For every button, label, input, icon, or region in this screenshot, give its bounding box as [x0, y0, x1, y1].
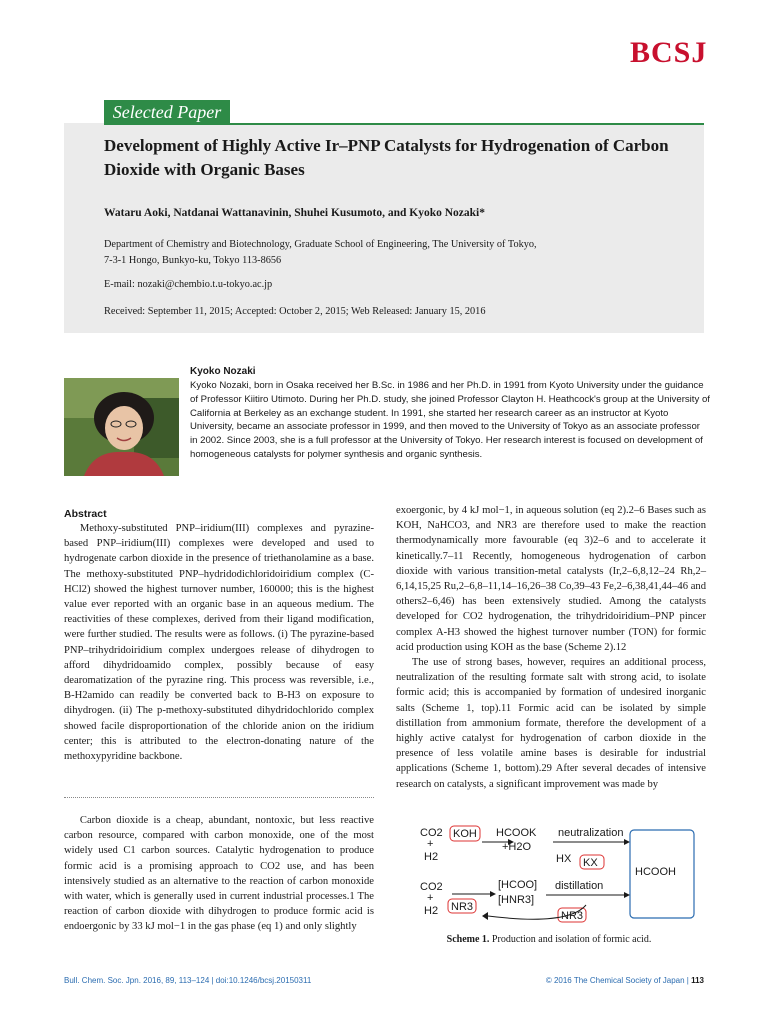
footer-copyright-text: © 2016 The Chemical Society of Japan |: [545, 976, 689, 985]
scheme-hcoo: [HCOO]: [498, 879, 538, 891]
scheme-kx: KX: [583, 857, 598, 869]
bio-text: Kyoko Nozaki, born in Osaka received her B.Sc. in 1986 and her Ph.D. in 1991 from Kyoto University under the guidance of Professor Kiitiro Utimoto. During her Ph.D. study, she joined Professor Clayton H. Heathcock's group at the University of California at Berkeley as an exchange student. In 1991, she started her research career as an instructor at Kyoto University, became an associate professor in 1999, and then moved to the University of Tokyo as an associate professor in 2002. Since 2003, she is a full professor at the University of Tokyo. Her research interest is focused on development of homogeneous catalysts for polymer synthesis and organic synthesis.: [190, 380, 710, 460]
footer-citation[interactable]: Bull. Chem. Soc. Jpn. 2016, 89, 113–124 | doi:10.1246/bcsj.20150311: [64, 976, 312, 985]
right-column: [396, 503, 706, 792]
scheme-neutralization: neutralization: [558, 827, 624, 839]
scheme-hcook: HCOOK: [496, 827, 537, 839]
arrowhead-bottom-2: [624, 892, 630, 898]
intro-body: [64, 813, 374, 935]
journal-logo: [630, 36, 728, 72]
scheme-caption: [394, 934, 704, 945]
arrowhead-bottom-1: [490, 891, 496, 897]
selected-paper-badge: Selected Paper: [104, 100, 230, 124]
bio-name: Kyoko Nozaki: [190, 366, 256, 377]
article-dates: Received: September 11, 2015; Accepted: October 2, 2015; Web Released: January 15, 2016: [104, 306, 486, 317]
scheme-h2o: +H2O: [502, 841, 532, 853]
right-paragraph-1: exoergonic, by 4 kJ mol−1, in aqueous solution (eq 2).2–6 Bases such as KOH, NaHCO3, and NR3 are therefore used to make the reaction thermodynamically more favourable (eq 3)2–6 and to accelerate it kinetically.7–11 Recently, homogeneous hydrogenation of carbon dioxide with various transition-metal catalysts (Ir,2–6,8,12–24 Rh,2–6,14,15,25 Ru,2–6,8–11,14–16,26–38 Co,39–43 Fe,2–6,38,41,44–46 and others2–6,46) has been extensively studied. Among the catalysts developed for CO2 hydrogenation, the trihydridoiridium–PNP pincer complex A-H3 showed the highest turnover number (TON) for formic acid production using KOH as the base (Scheme 2).12: [396, 505, 706, 653]
page-number: 113: [691, 976, 704, 985]
scheme-1-diagram: [418, 822, 708, 932]
intro-paragraph: Carbon dioxide is a cheap, abundant, nontoxic, but less reactive carbon resource, compared with carbon monoxide, one of the most widely used C1 carbon sources. Catalytic hydrogenation to produce formic acid is a promising approach to CO2 use, and has been intensively studied as an alternative to the reaction of carbon monoxide with water, which is generally used in current industrial processes.1 The reaction of carbon dioxide with dihydrogen to produce formic acid is endoergonic by 33 kJ mol−1 in the gas phase (eq 1) and only slightly: [64, 815, 374, 933]
scheme-nr3-right: NR3: [561, 910, 584, 922]
scheme-hcooh: HCOOH: [635, 866, 676, 878]
email[interactable]: E-mail: nozaki@chembio.t.u-tokyo.ac.jp: [104, 279, 273, 290]
scheme-co2-bottom: CO2: [420, 881, 443, 893]
abstract-body: [64, 521, 374, 764]
scheme-hx: HX: [556, 853, 572, 865]
scheme-koh: KOH: [453, 828, 477, 840]
right-paragraph-2: The use of strong bases, however, requires an additional process, neutralization of the resulting formate salt with strong acid, to isolate formic acid; this is accompanied by formation of undesired inorganic salts (Scheme 1, top).11 Formic acid can be isolated by simple distillation from ammonium formate, therefore the development of a highly active catalyst for hydrogenation of carbon dioxide in the presence of less volatile amine bases is desirable for industrial applications (Scheme 1, bottom).29 After several decades of intensive research on catalysts, a significant improvement was made by: [396, 657, 706, 790]
author-list: Wataru Aoki, Natdanai Wattanavinin, Shuhei Kusumoto, and Kyoko Nozaki*: [104, 207, 485, 219]
abstract-heading: Abstract: [64, 508, 107, 520]
scheme-plus-top: +: [427, 838, 434, 850]
arrowhead-top-2: [624, 839, 630, 845]
caption-text: Production and isolation of formic acid.: [491, 934, 652, 945]
scheme-co2-top: CO2: [420, 827, 443, 839]
scheme-hnr3: [HNR3]: [498, 894, 535, 906]
section-divider: [64, 797, 374, 798]
affiliation-line1: Department of Chemistry and Biotechnology, Graduate School of Engineering, The University of Tokyo,: [104, 239, 537, 250]
author-photo: [64, 378, 179, 476]
scheme-h2-top: H2: [424, 851, 439, 863]
recycle-arrowhead: [482, 912, 488, 920]
abstract-paragraph: Methoxy-substituted PNP–iridium(III) complexes and pyrazine-based PNP–iridium(III) complexes were developed and used to hydrogenate carbon dioxide in the presence of triethanolamine as a base. The methoxy-substituted PNP–hydridodichloridoiridium complex (C-HCl2) showed the highest turnover number, 160000; this is the highest value ever reported with an organic base in an aqueous medium. The reactivities of these complexes, derived from their ligand modification, were further studied. The results were as follows. (i) The pyrazine-based PNP–trihydridoiridium complex undergoes release of dihydrogen to afford dihydridoamido complex, possibly because of easy dearomatization of the pyrazine ring. This process was reversible, i.e., B-H2amido can readily be converted back to B-H3 on exposure to dihydrogen. (ii) The p-methoxy-substituted dihydridochlorido complex showed facile disproportionation of the chloride anion on the iridium center; this is attributed to the electron-donating nature of the methoxypyridine backbone.: [64, 523, 374, 763]
scheme-plus-bottom: +: [427, 892, 434, 904]
journal-logo-text: BCSJ: [630, 36, 708, 69]
article-title: Development of Highly Active Ir–PNP Catalysts for Hydrogenation of Carbon Dioxide with Organic Bases: [104, 136, 669, 179]
affiliation-line2: 7-3-1 Hongo, Bunkyo-ku, Tokyo 113-8656: [104, 255, 282, 266]
scheme-nr3-left: NR3: [451, 901, 474, 913]
scheme-distillation: distillation: [555, 880, 604, 892]
footer-copyright: [546, 976, 704, 985]
caption-label: Scheme 1.: [446, 934, 490, 945]
scheme-h2-bottom: H2: [424, 905, 439, 917]
